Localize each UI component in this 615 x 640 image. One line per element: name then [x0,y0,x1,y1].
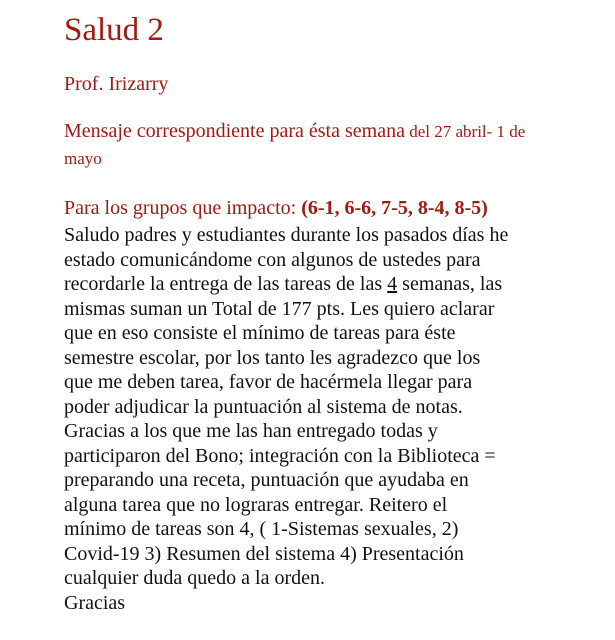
week-message [64,118,554,173]
body-line: Gracias [64,591,126,614]
body-line: que me deben tarea, favor de hacérmela llegar para [64,371,473,393]
message-lead: Mensaje correspondiente para ésta semana [64,120,405,142]
body-line-start: recordarle la entrega de las tareas de las [64,273,388,295]
body-line: poder adjudicar la puntuación al sistema de notas. [64,395,463,418]
body-line: Saludo padres y estudiantes durante los pasados días he [64,224,509,246]
body-line: que en eso consiste el mínimo de tareas para éste [64,322,456,344]
body-line: alguna tarea que no lograras entregar. Reitero el [64,493,448,516]
body-line-end: semanas, las [397,273,503,295]
body-line: estado comunicándome con algunos de ustedes para [64,248,481,271]
groups-list: (6-1, 6-6, 7-5, 8-4, 8-5) [301,197,488,219]
body-line: Covid-19 3) Resumen del sistema 4) Presentación [64,542,464,565]
body-line: participaron del Bono; integración con la Biblioteca = [64,444,496,467]
body-line: mismas suman un Total de 177 pts. Les quiero aclarar [64,297,495,320]
document-title: Salud 2 [64,12,164,48]
body-line: cualquier duda quedo a la orden. [64,567,326,589]
body-line: preparando una receta, puntuación que ayudaba en [64,469,469,491]
weeks-number: 4 [387,273,398,295]
body-line-weeks [64,272,554,297]
body-line: semestre escolar, por los tanto les agradezco que los [64,346,481,369]
groups-line [64,195,554,221]
message-dates: del 27 abril- 1 de mayo [64,122,526,168]
author-name: Prof. Irizarry [64,73,169,95]
message-body [64,223,554,615]
body-line: mínimo de tareas son 4, ( 1-Sistemas sexuales, 2) [64,518,459,540]
groups-label: Para los grupos que impacto: [64,197,302,219]
body-line: Gracias a los que me las han entregado todas y [64,420,438,442]
document-page [64,10,554,615]
